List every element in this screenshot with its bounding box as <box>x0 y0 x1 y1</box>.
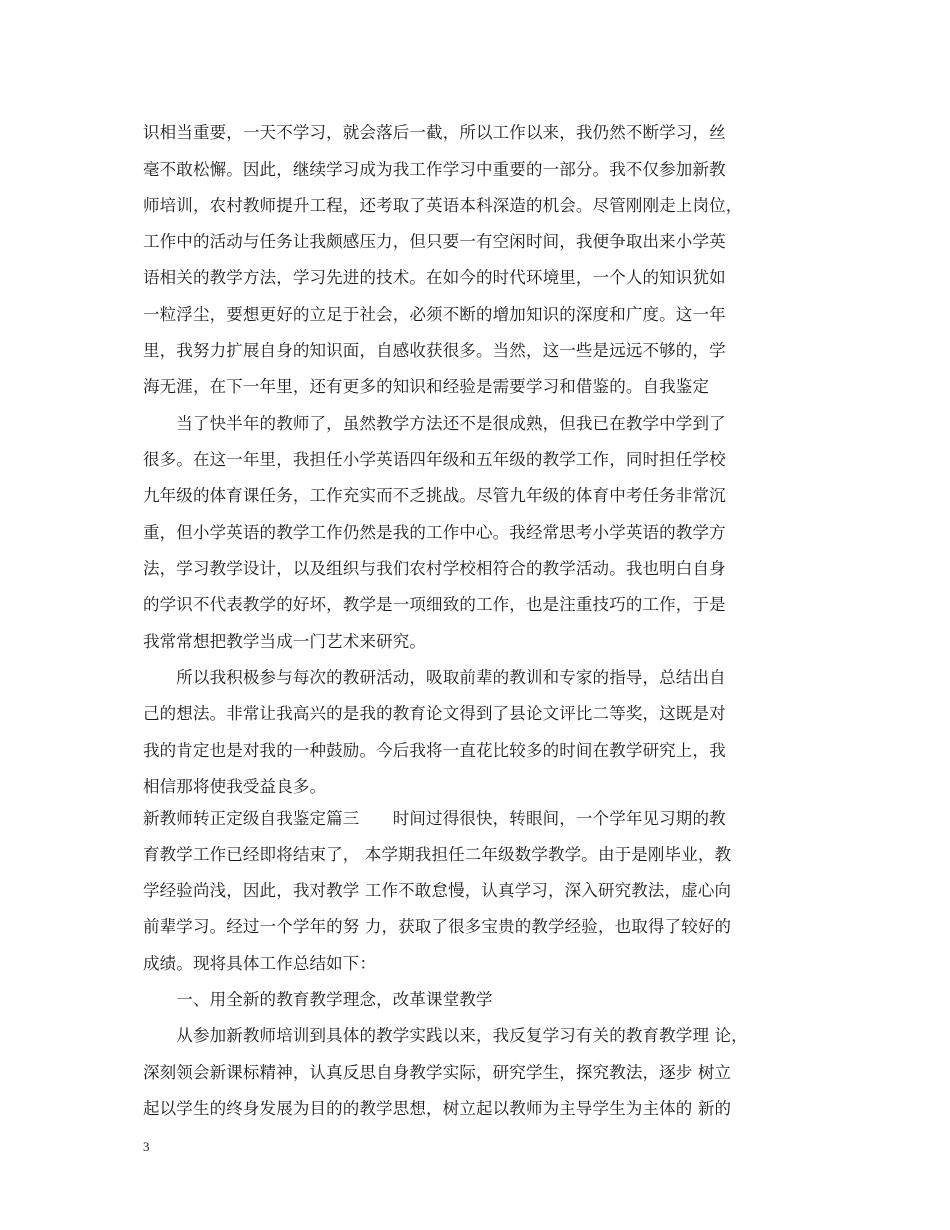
body-text-line: 成绩。现将具体工作总结如下： <box>143 954 377 973</box>
body-text-line: 法，学习教学设计，以及组织与我们农村学校相符合的教学活动。我也明白自身 <box>143 559 726 578</box>
body-text-line: 九年级的体育课任务，工作充实而不乏挑战。尽管九年级的体育中考任务非常沉 <box>143 486 726 505</box>
body-text-line: 工作中的活动与任务让我颇感压力，但只要一有空闲时间，我便争取出来小学英 <box>143 232 726 251</box>
body-text-line: 从参加新教师培训到具体的教学实践以来，我反复学习有关的教育教学理 论， <box>143 1026 748 1045</box>
body-text-line: 很多。在这一年里，我担任小学英语四年级和五年级的教学工作，同时担任学校 <box>143 450 726 469</box>
body-text-line: 重，但小学英语的教学工作仍然是我的工作中心。我经常思考小学英语的教学方 <box>143 523 726 542</box>
body-text-line: 我常常想把教学当成一门艺术来研究。 <box>143 632 427 651</box>
body-text-line: 语相关的教学方法，学习先进的技术。在如今的时代环境里，一个人的知识犹如 <box>143 268 726 287</box>
body-text-line: 的学识不代表教学的好坏，教学是一项细致的工作，也是注重技巧的工作，于是 <box>143 595 726 614</box>
body-text-line: 识相当重要，一天不学习，就会落后一截，所以工作以来，我仍然不断学习，丝 <box>143 123 726 142</box>
body-text-line: 起以学生的终身发展为目的的教学思想，树立起以教师为主导学生为主体的 新的 <box>143 1099 732 1118</box>
body-text-line: 里，我努力扩展自身的知识面，自感收获很多。当然，这一些是远远不够的，学 <box>143 341 726 360</box>
body-text-line: 毫不敢松懈。因此，继续学习成为我工作学习中重要的一部分。我不仅参加新教 <box>143 160 726 179</box>
body-text-line: 当了快半年的教师了，虽然教学方法还不是很成熟，但我已在教学中学到了 <box>143 414 726 433</box>
subheading-line: 一、用全新的教育教学理念，改革课堂教学 <box>143 990 493 1009</box>
body-text-line: 海无涯，在下一年里，还有更多的知识和经验是需要学习和借鉴的。自我鉴定 <box>143 377 710 396</box>
body-text-line: 一粒浮尘，要想更好的立足于社会，必须不断的增加知识的深度和广度。这一年 <box>143 305 726 324</box>
body-text-line: 前辈学习。经过一个学年的努 力，获取了很多宝贵的教学经验，也取得了较好的 <box>143 917 732 936</box>
body-text-line: 育教学工作已经即将结束了， 本学期我担任二年级数学教学。由于是刚毕业，教 <box>143 845 732 864</box>
body-text-line: 相信那将使我受益良多。 <box>143 777 327 796</box>
body-text-line: 师培训，农村教师提升工程，还考取了英语本科深造的机会。尽管刚刚走上岗位， <box>143 196 743 215</box>
section-heading-line: 新教师转正定级自我鉴定篇三 时间过得很快，转眼间，一个学年见习期的教 <box>143 809 726 828</box>
page-number: 3 <box>143 1139 150 1154</box>
body-text-line: 学经验尚浅，因此，我对教学 工作不敢怠慢，认真学习，深入研究教法，虚心向 <box>143 881 732 900</box>
body-text-line: 我的肯定也是对我的一种鼓励。今后我将一直花比较多的时间在教学研究上，我 <box>143 741 726 760</box>
body-text-line: 所以我积极参与每次的教研活动，吸取前辈的教训和专家的指导，总结出自 <box>143 668 726 687</box>
body-text-line: 己的想法。非常让我高兴的是我的教育论文得到了县论文评比二等奖，这既是对 <box>143 704 726 723</box>
body-text-line: 深刻领会新课标精神，认真反思自身教学实际，研究学生，探究教法，逐步 树立 <box>143 1063 732 1082</box>
